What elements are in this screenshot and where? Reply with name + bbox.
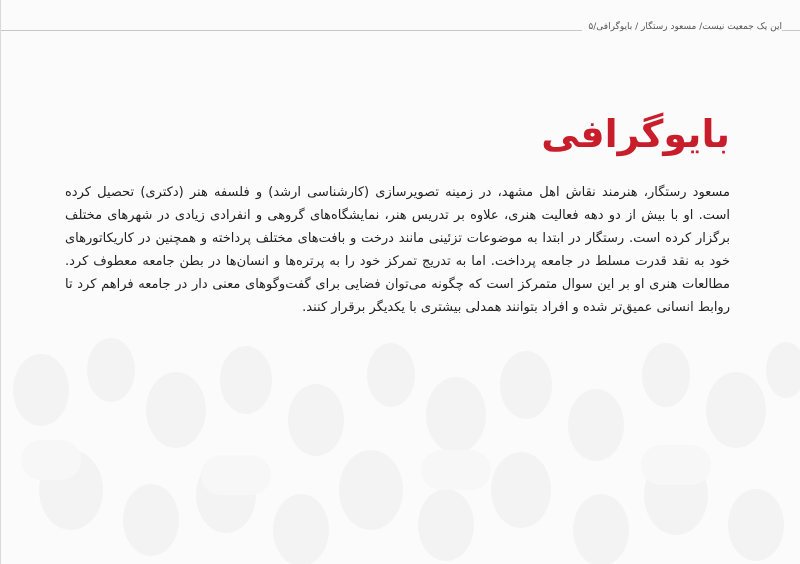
running-header: این یک جمعیت نیست/ مسعود رستگار / بایوگرافی/۵	[582, 22, 782, 32]
crowd-background-illustration	[1, 330, 800, 564]
page-title: بایوگرافی	[541, 112, 730, 156]
biography-paragraph: مسعود رستگار، هنرمند نقاش اهل مشهد، در زمینه تصویرسازی (کارشناسی ارشد) و فلسفه هنر (دکتری) تحصیل کرده است. او با بیش از دو دهه فعالیت هنری، علاوه بر تدریس هنر، نمایشگاه‌های گروهی و انفرادی زیادی در شهرهای مختلف برگزار کرده است. رستگار در ابتدا به موضوعات تزئینی مانند درخت و بافت‌های مختلف پرداخته و همچنین در کاریکاتورهای خود به نقد قدرت مسلط در جامعه پرداخت. اما به تدریج تمرکز خود را به پرتره‌ها و انسان‌ها در بطن جامعه معطوف کرد. مطالعات هنری او بر این سوال متمرکز است که چگونه می‌توان فضایی برای گفت‌وگوهای معنی دار در جامعه فراهم کرد تا روابط انسانی عمیق‌تر شده و افراد بتوانند همدلی بیشتری با یکدیگر برقرار کنند.	[65, 185, 730, 315]
